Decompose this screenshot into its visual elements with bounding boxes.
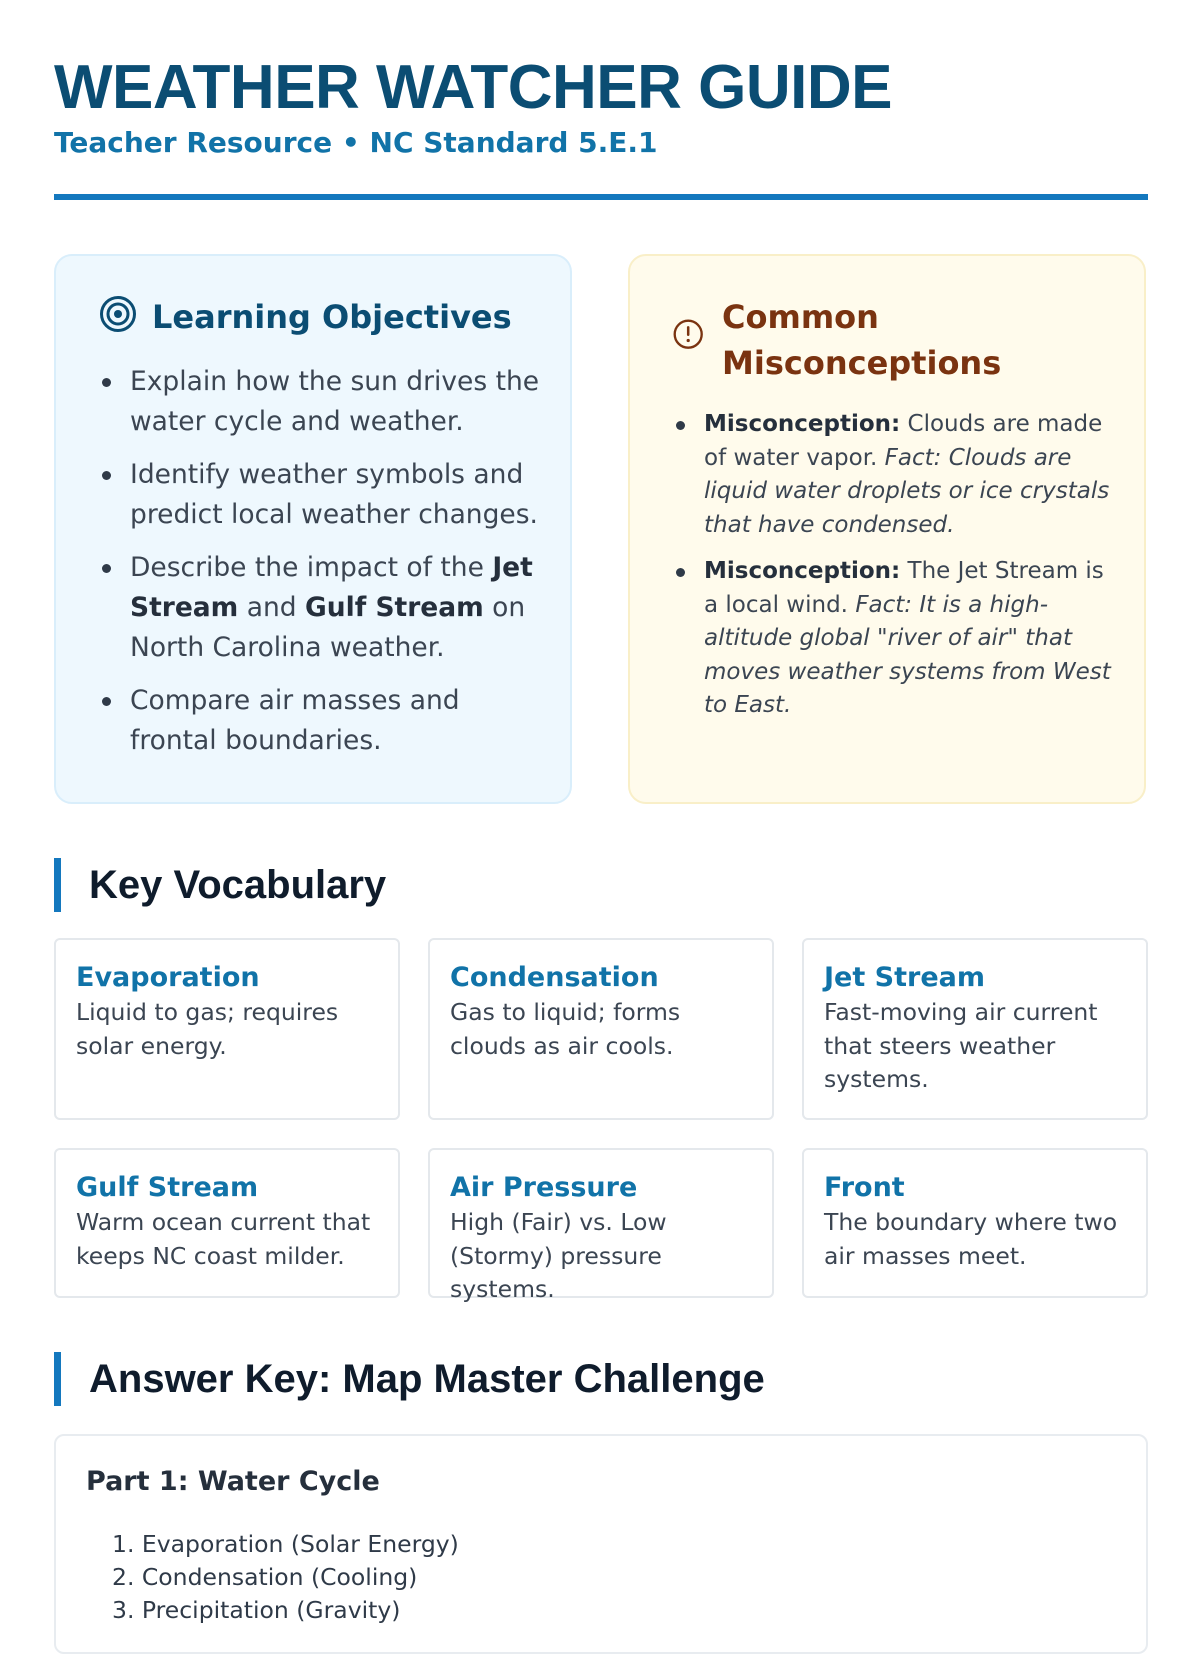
objective-text: on North Carolina weather.	[130, 592, 526, 663]
key-vocabulary-heading: Key Vocabulary	[54, 858, 386, 912]
misconception-label: Misconception:	[704, 558, 901, 584]
misconception-label: Misconception:	[704, 411, 901, 437]
page-title: WEATHER WATCHER GUIDE	[54, 53, 892, 122]
water-cycle-step: 3. Precipitation (Gravity)	[112, 1596, 401, 1624]
water-cycle-step: 1. Evaporation (Solar Energy)	[112, 1530, 459, 1558]
objective-text: Describe the impact of the	[130, 552, 493, 583]
misconception-fact: Fact: Clouds are liquid water droplets or ice crystals that have condensed.	[704, 444, 1110, 538]
vocab-definition: High (Fair) vs. Low (Stormy) pressure systems.	[450, 1208, 667, 1303]
vocab-card-air-pressure	[428, 1148, 774, 1303]
objective-text: and	[238, 592, 305, 623]
misconception-claim: The Jet Stream is a local wind.	[704, 558, 1104, 618]
vocab-definition: Liquid to gas; requires solar energy.	[76, 998, 339, 1060]
vocab-term: Air Pressure	[450, 1172, 638, 1203]
objective-item	[98, 548, 548, 668]
water-cycle-step: 2. Condensation (Cooling)	[112, 1563, 418, 1591]
misconceptions-list	[672, 408, 1112, 736]
vocab-definition: Fast-moving air current that steers weather systems.	[824, 998, 1098, 1093]
misconception-fact: Fact: It is a high-altitude global "river of air" that moves weather systems from West to East.	[704, 591, 1111, 718]
vocab-term: Jet Stream	[824, 962, 985, 993]
learning-objectives-title: Learning Objectives	[152, 298, 512, 336]
alert-circle-icon	[672, 318, 708, 354]
vocab-definition: Warm ocean current that keeps NC coast milder.	[76, 1208, 371, 1270]
vocab-term: Front	[824, 1172, 905, 1203]
answer-key-box	[54, 1434, 1148, 1654]
misconception-claim: Clouds are made of water vapor.	[704, 411, 1103, 471]
vocab-card-evaporation	[54, 938, 400, 1120]
misconception-item	[672, 555, 1112, 723]
misconceptions-card	[628, 254, 1146, 804]
objective-item: Compare air masses and frontal boundaries.	[98, 681, 548, 761]
vocab-card-front	[802, 1148, 1148, 1298]
vocab-card-condensation	[428, 938, 774, 1120]
vocab-term: Gulf Stream	[76, 1172, 259, 1203]
learning-objectives-card	[54, 254, 572, 804]
vocab-definition: The boundary where two air masses meet.	[824, 1208, 1118, 1270]
objectives-list	[98, 362, 548, 774]
objective-term-gulf-stream: Gulf Stream	[305, 592, 484, 623]
misconceptions-header	[672, 294, 1022, 386]
objective-item: Identify weather symbols and predict local weather changes.	[98, 455, 548, 535]
objective-term-jet-stream: Jet Stream	[130, 552, 533, 623]
learning-objectives-header	[98, 294, 512, 340]
objective-item: Explain how the sun drives the water cycle and weather.	[98, 362, 548, 442]
vocab-term: Condensation	[450, 962, 659, 993]
answer-key-heading: Answer Key: Map Master Challenge	[54, 1352, 765, 1406]
misconceptions-title: Common Misconceptions	[722, 298, 1002, 382]
target-icon	[98, 294, 138, 334]
vocab-definition: Gas to liquid; forms clouds as air cools.	[450, 998, 681, 1060]
page-subtitle: Teacher Resource • NC Standard 5.E.1	[54, 126, 658, 159]
vocab-card-gulf-stream	[54, 1148, 400, 1298]
part-1-title: Part 1: Water Cycle	[86, 1466, 380, 1497]
header-divider	[54, 194, 1148, 200]
misconception-item	[672, 408, 1112, 542]
vocab-card-jet-stream	[802, 938, 1148, 1120]
water-cycle-steps	[86, 1528, 459, 1627]
vocab-term: Evaporation	[76, 962, 260, 993]
